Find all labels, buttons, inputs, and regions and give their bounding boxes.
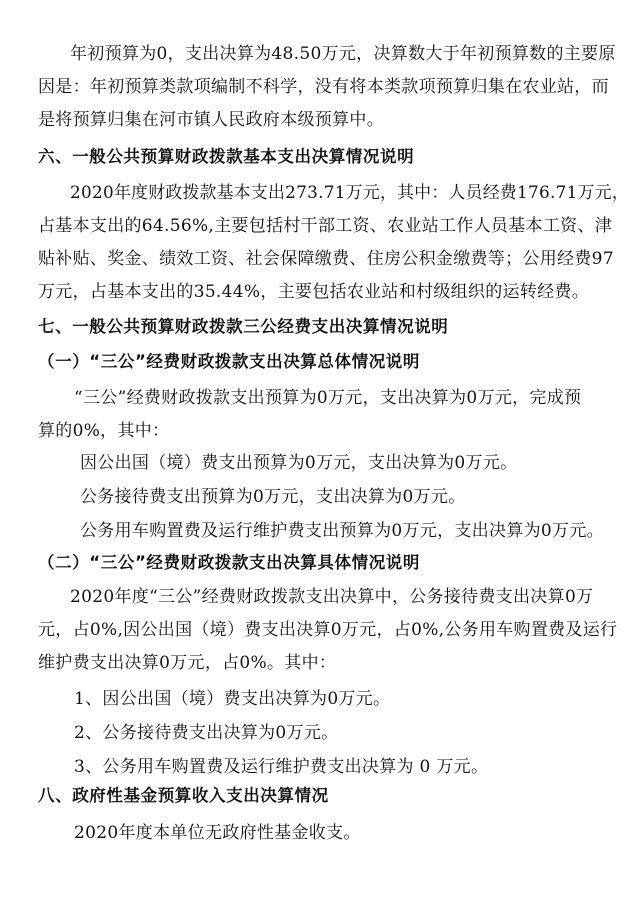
- paragraph-line: 是将预算归集在河市镇人民政府本级预算中。: [38, 110, 384, 130]
- list-item: 因公出国（境）费支出预算为0万元，支出决算为0万元。: [80, 453, 518, 473]
- paragraph-line: 年初预算为0，支出决算为48.50万元，决算数大于年初预算数的主要原: [70, 44, 616, 64]
- subsection-heading-1: （一）“三公”经费财政拨款支出决算总体情况说明: [38, 352, 420, 371]
- paragraph-line: 贴补贴、奖金、绩效工资、社会保障缴费、住房公积金缴费等；公用经费97: [38, 249, 614, 269]
- subsection-heading-2: （二）“三公”经费财政拨款支出决算具体情况说明: [38, 553, 420, 572]
- list-item: 公务用车购置费及运行维护费支出预算为0万元，支出决算为0万元。: [80, 521, 604, 541]
- paragraph-line: 2020年度“三公”经费财政拨款支出决算中，公务接待费支出决算0万: [70, 587, 594, 607]
- paragraph-line: 2020年度本单位无政府性基金收支。: [74, 823, 361, 843]
- list-item: 3、公务用车购置费及运行维护费支出决算为 0 万元。: [74, 757, 489, 777]
- list-item: 2、公务接待费支出决算为0万元。: [74, 723, 339, 743]
- paragraph-line: 维护费支出决算0万元，占0%。其中：: [38, 653, 337, 673]
- section-heading-8: 八、政府性基金预算收入支出决算情况: [38, 786, 329, 805]
- paragraph-line: 2020年度财政拨款基本支出273.71万元，其中：人员经费176.71万元，: [70, 183, 629, 203]
- paragraph-line: 元，占0%,因公出国（境）费支出决算0万元，占0%,公务用车购置费及运行: [38, 620, 618, 640]
- list-item: 公务接待费支出预算为0万元，支出决算为0万元。: [80, 487, 466, 507]
- paragraph-line: “三公”经费财政拨款支出预算为0万元，支出决算为0万元，完成预: [74, 388, 582, 408]
- paragraph-line: 占基本支出的64.56%,主要包括村干部工资、农业站工作人员基本工资、津: [38, 216, 613, 236]
- paragraph-line: 算的0%，其中：: [38, 421, 170, 441]
- paragraph-line: 因是：年初预算类款项编制不科学，没有将本类款项预算归集在农业站，而: [38, 77, 609, 97]
- section-heading-6: 六、一般公共预算财政拨款基本支出决算情况说明: [38, 147, 415, 166]
- paragraph-line: 万元，占基本支出的35.44%，主要包括农业站和村级组织的运转经费。: [38, 282, 590, 302]
- section-heading-7: 七、一般公共预算财政拨款三公经费支出决算情况说明: [38, 317, 449, 336]
- list-item: 1、因公出国（境）费支出决算为0万元。: [74, 689, 391, 709]
